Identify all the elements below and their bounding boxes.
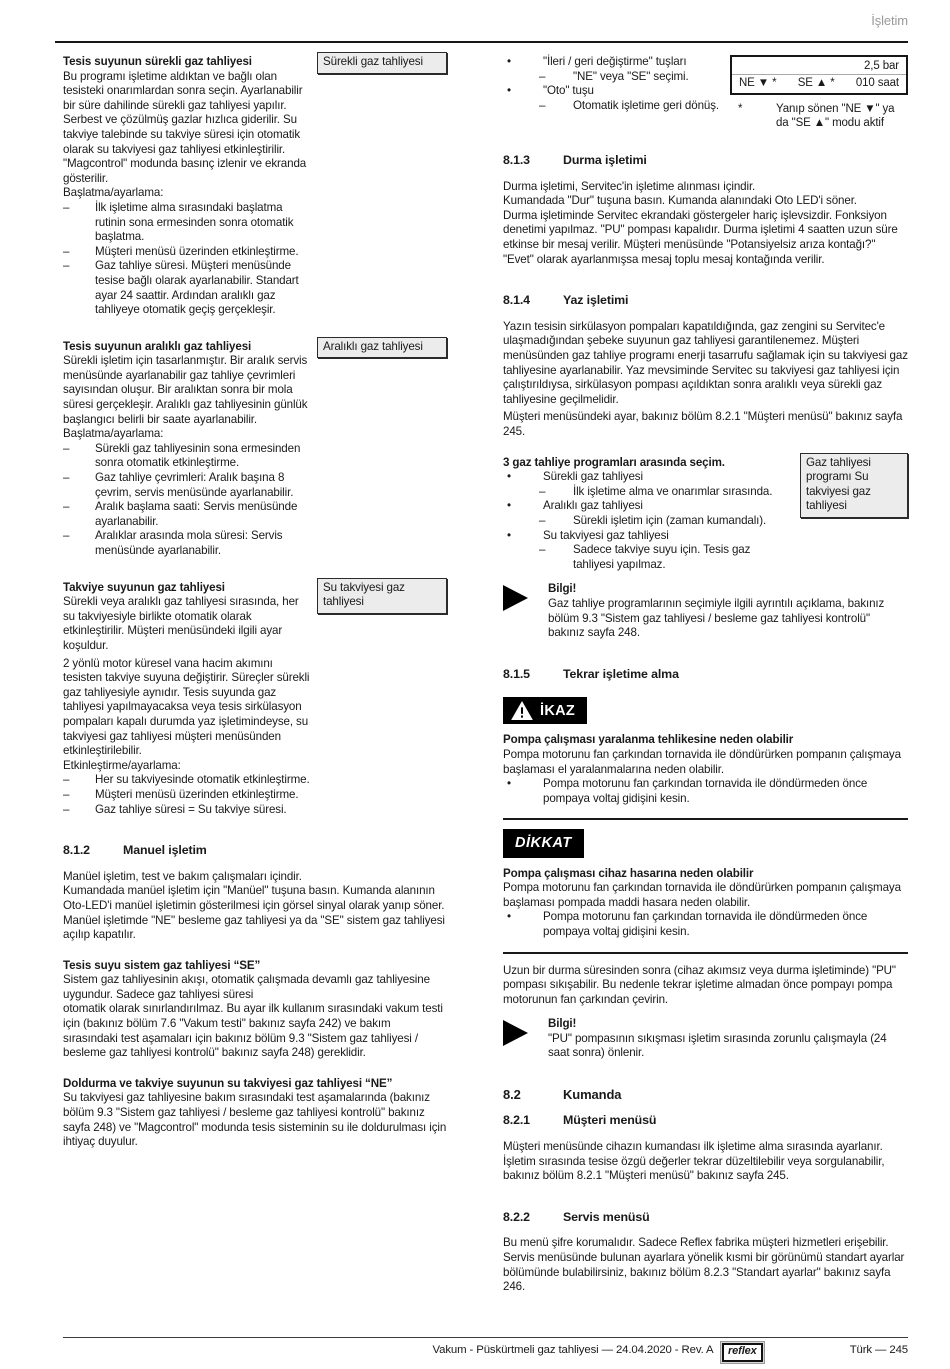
subsection-se (63, 959, 447, 1061)
paragraph: Sürekli veya aralıklı gaz tahliyesi sırasında, her su takviyesiyle birlikte otomatik olarak etkinleştirilir. Müşteri menüsündeki ilgili ayar koşuldur. (63, 595, 299, 652)
section-title: Tesis suyunun aralıklı gaz tahliyesi (63, 339, 252, 353)
header-rule (55, 41, 908, 43)
subsection-ne (63, 1077, 447, 1150)
section-8-2 (503, 1087, 908, 1103)
section-title: Takviye suyunun gaz tahliyesi (63, 580, 225, 594)
list-item: – Sürekli işletim için (zaman kumandalı). (539, 514, 786, 529)
section-number: 8.1.5 (503, 666, 530, 681)
reflex-logo-text: reflex (722, 1343, 763, 1362)
paragraph: Kumandada manüel işletim için "Manüel" tuşuna basın. Kumanda alanının Oto-LED'i manüel işletimin gösterilmesi için görsel sinyal olarak yanıp söner. Manüel işletimde "NE" besleme gaz tahliyesi ya da "SE" sistem gaz tahliyesi açılıp kapatılır. (63, 884, 445, 942)
label-box-interval: Aralıklı gaz tahliyesi (317, 337, 447, 359)
section-heading (503, 1113, 908, 1129)
caution-badge (503, 829, 584, 857)
section-heading-title: Durma işletimi (563, 153, 647, 167)
section-8-1-5 (503, 667, 908, 683)
list-label: Etkinleştirme/ayarlama: (63, 758, 181, 772)
list-item: • Pompa motorunu fan çarkından tornavida ile döndürmeden önce pompaya voltaj gidişini kesin. (503, 777, 908, 806)
key-functions-block (503, 55, 908, 130)
footer (63, 1343, 908, 1365)
section-heading-title: Servis menüsü (563, 1209, 650, 1224)
section-heading (503, 667, 908, 683)
display-screen (730, 55, 908, 95)
paragraph: Bu menü şifre korumalıdır. Sadece Reflex fabrika müşteri hizmetleri erişebilir. Servis menüsünde bulunan ayarlara yönelik kısmi bir görünümü standart ayarlar bölümünde bulabilirsiniz, bakınız bölüm 8.2.3 "Standart ayarlar" bakınız sayfa 246. (503, 1236, 905, 1294)
paragraph: Sistem gaz tahliyesinin akışı, otomatik çalışmada devamlı gaz tahliyesine uygundur. Sadece gaz tahliyesi süresi (63, 973, 430, 1001)
info-note (503, 1017, 908, 1061)
warning-badge-label: İKAZ (540, 702, 576, 719)
list-item: – Aralık başlama saati: Servis menüsünde ayarlanabilir. (63, 500, 310, 529)
display-cell-ne: NE ▼ * (739, 77, 777, 90)
paragraph: Yazın tesisin sirkülasyon pompaları kapatıldığında, gaz zengini su Servitec'e ulaşmadığından şebeke suyunun gaz tahliyesi garantilenemez. Müşteri menüsünden gaz tahliye programı enerji tasarrufu sağlamak için su takviyesi gaz tahliyesine ayarlanabilir. Yaz mevsiminde Servitec su takviyesi gaz tahliyesi için çalıştırıldıysa, sirkülasyon pompası açıldıktan sonra aralıklı veya sürekli gaz tahliyesine geçilmelidir. (503, 319, 908, 406)
footer-page-number: Türk — 245 (849, 1344, 908, 1356)
section-8-1-4 (503, 293, 908, 439)
section-heading (63, 843, 447, 859)
paragraph: Sürekli işletim için tasarlanmıştır. Bir aralık servis menüsünde ayarlanabilir gaz tahliye çevrimleri sayısından oluşur. Bir aralıktan sonra bir mola süresi gerçekleşir. Aralıklı gaz tahliyesinin günlük başlangıcı belirli bir saate ayarlanabilir. (63, 354, 308, 426)
section-number: 8.1.4 (503, 293, 530, 308)
section-interval-degassing (63, 340, 447, 559)
list-item: – Gaz tahliye çevrimleri: Aralık başına 8 çevrim, servis menüsünde ayarlanabilir. (63, 471, 310, 500)
paragraph: Su takviyesi gaz tahliyesine bakım sırasındaki test aşamalarında (bakınız bölüm 9.3 "Sistem gaz tahliyesi / besleme gaz tahliyesi kontrolü" bakınız sayfa 248) ve "Magcontrol" modunda tesis sisteminin su ile doldurulması için ihtiyaç duyulur. (63, 1091, 447, 1149)
section-heading (503, 1210, 908, 1226)
right-column (503, 55, 908, 1295)
list-label: Başlatma/ayarlama: (63, 186, 164, 200)
paragraph: Durma işletimi, Servitec'in işletime alınması içindir. (503, 179, 756, 193)
section-8-1-3 (503, 153, 908, 267)
warning-title: Pompa çalışması cihaz hasarına neden olabilir (503, 866, 754, 880)
section-number: 8.2 (503, 1087, 521, 1103)
warning-title: Pompa çalışması yaralanma tehlikesine neden olabilir (503, 733, 794, 747)
paragraph: Müşteri menüsündeki ayar, bakınız bölüm 8.2.1 "Müşteri menüsü" bakınız sayfa 245. (503, 410, 903, 438)
section-heading (503, 1087, 908, 1103)
list-item: • Sürekli gaz tahliyesi (503, 470, 786, 485)
display-cell-hours: 010 saat (855, 77, 899, 90)
programs-title: 3 gaz tahliye programları arasında seçim. (503, 455, 725, 469)
paragraph: Kumandada "Dur" tuşuna basın. Kumanda alanındaki Oto LED'i söner. (503, 194, 857, 208)
display-cell-se: SE ▲ * (797, 77, 835, 90)
display-mode-row (732, 74, 906, 92)
reflex-logo (720, 1341, 765, 1364)
label-box-continuous: Sürekli gaz tahliyesi (317, 52, 447, 74)
section-heading-title: Manuel işletim (123, 843, 207, 858)
list-item: – Aralıklar arasında mola süresi: Servis menüsünde ayarlanabilir. (63, 529, 310, 558)
list-item: – Sadece takviye suyu için. Tesis gaz tahliyesi yapılmaz. (539, 543, 786, 572)
degassing-programs-block (503, 456, 908, 573)
restart-paragraph: Uzun bir durma süresinden sonra (cihaz akımsız veya durma işletiminde) "PU" pompası sıkışabilir. Bu nedenle tekrar işletime almadan önce pompayı pompa motorunun fan çarkından çevirin. (503, 963, 896, 1006)
section-continuous-degassing (63, 55, 447, 318)
section-8-1-2 (63, 843, 447, 943)
section-heading-title: Kumanda (563, 1087, 622, 1103)
info-arrow-icon (503, 1017, 548, 1061)
section-title: Tesis suyunun sürekli gaz tahliyesi (63, 55, 252, 68)
warning-block-ikaz (503, 688, 908, 820)
list-item: • "Oto" tuşu (503, 84, 723, 99)
section-makeup-water-degassing (63, 581, 447, 818)
list-item: – "NE" veya "SE" seçimi. (539, 70, 723, 85)
subsection-title: Doldurma ve takviye suyunun su takviyesi gaz tahliyesi “NE” (63, 1076, 393, 1090)
info-note-body (548, 1017, 908, 1061)
section-number: 8.1.2 (63, 843, 90, 858)
list-item: – Müşteri menüsü üzerinden etkinleştirme. (63, 788, 310, 803)
warning-text: Pompa motorunu fan çarkından tornavida ile döndürürken pompanın çalışmaya başlaması pompada maddi hasara neden olabilir. (503, 881, 901, 909)
list-item: – Gaz tahliye süresi. Müşteri menüsünde tesise bağlı olarak ayarlanabilir. Standart ayar 24 saattir. Ardından aralıklı gaz tahliyeye otomatik geçiş gerçekleşir. (63, 259, 310, 317)
section-number: 8.2.1 (503, 1113, 530, 1128)
section-heading-title: Tekrar işletime alma (563, 666, 679, 681)
info-arrow-icon (503, 582, 548, 640)
section-heading (503, 293, 908, 309)
info-title: Bilgi! (548, 1017, 577, 1031)
section-heading-title: Yaz işletimi (563, 293, 629, 308)
info-text: "PU" pompasının sıkışması işletim sırasında zorunlu çalışmayla (24 saat sonra) önlenir. (548, 1031, 887, 1060)
footnote-text: Yanıp sönen "NE ▼" ya da "SE ▲" modu aktif (776, 102, 895, 130)
list-label: Başlatma/ayarlama: (63, 427, 164, 441)
list-item: – Otomatik işletime geri dönüş. (539, 99, 723, 114)
list-item: • Aralıklı gaz tahliyesi (503, 499, 786, 514)
display-panel (730, 55, 908, 131)
subsection-title: Tesis suyu sistem gaz tahliyesi “SE” (63, 958, 261, 972)
list-item: – Sürekli gaz tahliyesinin sona ermesinden sonra otomatik etkinleştirme. (63, 442, 310, 471)
section-8-2-2 (503, 1210, 908, 1295)
display-footnote (730, 102, 908, 131)
left-column (63, 55, 447, 1150)
info-note-body (548, 582, 908, 640)
section-number: 8.2.2 (503, 1209, 530, 1224)
list-item: • Pompa motorunu fan çarkından tornavida ile döndürmeden önce pompaya voltaj gidişini kesin. (503, 910, 908, 939)
list-item: – Müşteri menüsü üzerinden etkinleştirme. (63, 245, 310, 260)
page-header-title: İşletim (871, 13, 908, 28)
section-heading-title: Müşteri menüsü (563, 1113, 657, 1128)
info-title: Bilgi! (548, 582, 577, 596)
warning-triangle-icon (511, 701, 533, 720)
list-item: • "İleri / geri değiştirme" tuşları (503, 55, 723, 70)
info-note (503, 582, 908, 640)
list-item: • Su takviyesi gaz tahliyesi (503, 529, 786, 544)
footnote-asterisk: * (738, 102, 743, 115)
list-item: – İlk işletime alma sırasındaki başlatma rutinin sona ermesinden sonra otomatik başlatma. (63, 201, 310, 245)
paragraph: otomatik olarak sınırlandırılmaz. Bu ayar ilk kullanım sırasındaki vakum testi için (bakınız bölüm 7.6 "Vakum testi" bakınız sayfa 242) ve bakım sırasındaki test aşamaları için bakınız bölüm 9.3 "Sistem gaz tahliyesi / besleme gaz tahliyesi kontrolü" bakınız sayfa 248) gereklidir. (63, 1002, 443, 1060)
footer-rule (63, 1337, 908, 1338)
section-heading (503, 153, 908, 169)
paragraph: Durma işletiminde Servitec ekrandaki göstergeler hariç işlevsizdir. Fonksiyon denetimi yapılmaz. "PU" pompası kapalıdır. Durma işletimi 4 saatten uzun süre etkinse bir mesaj verilir. Müşteri menüsünde "Potansiyelsiz arıza kontağı?" "Evet" olarak ayarlanmışsa mesaj toplu mesaj kontağında verilir. (503, 208, 898, 266)
warning-block-dikkat (503, 820, 908, 953)
label-box-program: Gaz tahliyesi programı Su takviyesi gaz tahliyesi (800, 453, 908, 518)
section-number: 8.1.3 (503, 153, 530, 167)
list-item: – Her su takviyesinde otomatik etkinleştirme. (63, 773, 310, 788)
label-box-makeup: Su takviyesi gaz tahliyesi (317, 578, 447, 614)
info-text: Gaz tahliye programlarının seçimiyle ilgili ayrıntılı açıklama, bakınız bölüm 9.3 "Sistem gaz tahliyesi / besleme gaz tahliyesi kontrolü" bakınız sayfa 248. (548, 596, 885, 640)
list-item: – Gaz tahliye süresi = Su takviye süresi. (63, 803, 310, 818)
list-item: – İlk işletime alma ve onarımlar sırasında. (539, 485, 786, 500)
caution-badge-label: DİKKAT (515, 835, 572, 852)
footer-doc-title: Vakum - Püskürtmeli gaz tahliyesi — 24.04.2020 - Rev. A (432, 1344, 714, 1356)
display-pressure-value: 2,5 bar (864, 60, 899, 72)
paragraph: Manüel işletim, test ve bakım çalışmaları içindir. (63, 869, 302, 883)
warning-badge (503, 697, 587, 724)
warning-text: Pompa motorunu fan çarkından tornavida ile döndürürken pompanın çalışmaya başlaması el yaralanmalarına neden olabilir. (503, 747, 901, 776)
paragraph: Müşteri menüsünde cihazın kumandası ilk işletime alma sırasında ayarlanır. İşletim sırasında tesise özgü değerler tekrar düzeltilebilir veya sorgulanabilir, bakınız bölüm 8.2.1 "Müşteri menüsü" bakınız sayfa 245. (503, 1140, 885, 1183)
section-8-2-1 (503, 1113, 908, 1183)
paragraph: 2 yönlü motor küresel vana hacim akımını tesisten takviye suyuna değiştirir. Süreçler sürekli gaz tahliyesiyle aynıdır. Tesis suyunda gaz tahliyesi yapılmayacaksa veya tesis sirkülasyon pompaları kapalı durumda yaz işletimindeyse, su takviyesi gaz tahliyesi müşteri menüsünden etkinleştirilebilir. (63, 656, 310, 758)
paragraph: Bu programı işletime aldıktan ve bağlı olan tesisteki onarımlardan sonra seçin. Ayarlanabilir bir süre dahilinde sürekli gaz tahliyesi yapılır. Serbest ve çözülmüş gazlar hızlıca giderilir. Su takviye talebinde su takviye süresi için otomatik olarak su takviyesi gaz tahliyesi etkinleştirilir. "Magcontrol" modunda basınç izlenir ve ekranda gösterilir. (63, 69, 307, 185)
